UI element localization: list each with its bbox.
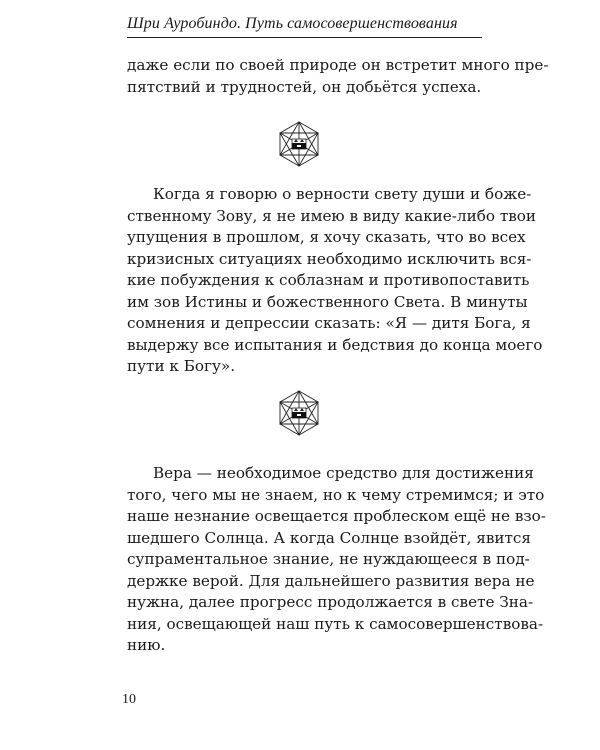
text-line: супраментальное знание, не нуждающееся в под- [127, 550, 530, 568]
geometric-star-icon [276, 390, 322, 436]
text-line: держке верой. Для дальнейшего развития вера не [127, 571, 535, 590]
paragraph-1 [127, 55, 549, 98]
text-line: Когда я говорю о верности свету души и боже- [153, 185, 532, 203]
text-line: наше незнание освещается проблеском ещё не взо- [127, 507, 546, 525]
text-line: пятствий и трудностей, он добьётся успеха. [127, 77, 482, 96]
text-line: Вера — необходимое средство для достижения [153, 464, 534, 482]
paragraph-3 [127, 463, 546, 657]
text-line: нию. [127, 636, 166, 654]
text-line: им зов Истины и божественного Света. В минуты [127, 292, 528, 311]
text-line: ственному Зову, я не имею в виду какие-либо твои [127, 206, 537, 225]
paragraph-2 [127, 184, 543, 378]
page-number: 10 [122, 692, 136, 707]
geometric-star-icon [276, 121, 322, 167]
text-line: кие побуждения к соблазнам и противопоставить [127, 271, 530, 289]
text-line: шедшего Солнца. А когда Солнце взойдёт, явится [127, 528, 532, 547]
header-rule [127, 37, 482, 38]
running-title: Шри Ауробиндо. Путь самосовершенствования [127, 15, 458, 32]
text-line: ния, освещающей наш путь к самосовершенствова- [127, 614, 544, 633]
text-line: выдержу все испытания и бедствия до конца моего [127, 335, 543, 354]
text-line: даже если по своей природе он встретит много пре- [127, 56, 549, 74]
text-line: кризисных ситуациях необходимо исключить вся- [127, 249, 532, 268]
text-line: того, чего мы не знаем, но к чему стремимся; и это [127, 485, 545, 504]
text-line: сомнения и депрессии сказать: «Я — дитя Бога, я [127, 314, 531, 332]
text-line: упущения в прошлом, я хочу сказать, что во всех [127, 228, 526, 246]
text-line: нужна, далее прогресс продолжается в свете Зна- [127, 593, 534, 611]
text-line: пути к Богу». [127, 357, 236, 375]
